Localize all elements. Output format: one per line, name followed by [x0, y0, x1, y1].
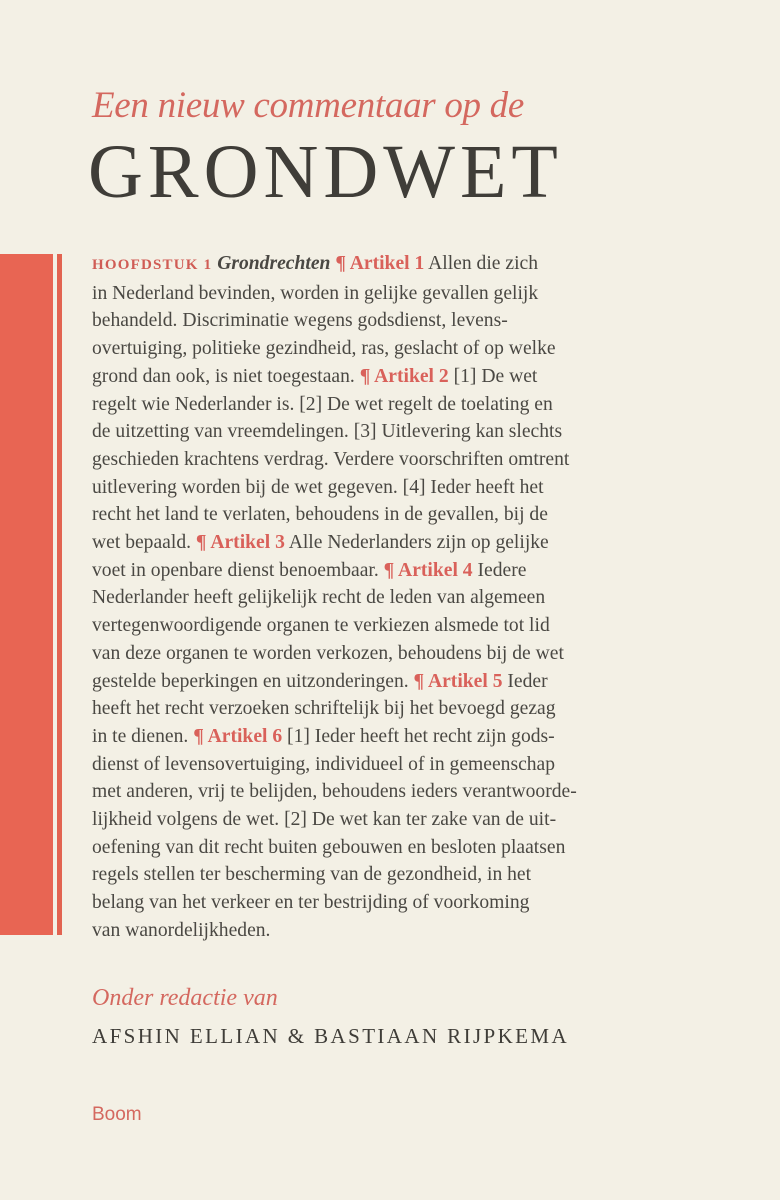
- article-text: van wanordelijkheden.: [92, 919, 271, 941]
- article-text: lijkheid volgens de wet. [2] De wet kan ter zake van de uit-: [92, 809, 557, 831]
- article-text: geschieden krachtens verdrag. Verdere voorschriften omtrent: [92, 448, 570, 470]
- text-line: [92, 806, 652, 834]
- article-text: oefening van dit recht buiten gebouwen en besloten plaatsen: [92, 836, 566, 858]
- article-text: Allen die zich: [424, 253, 539, 274]
- article-text: de uitzetting van vreemdelingen. [3] Uitlevering kan slechts: [92, 421, 563, 443]
- article-marker: ¶ Artikel 4: [383, 559, 473, 581]
- cover-title: GRONDWET: [88, 130, 563, 214]
- article-text: regelt wie Nederlander is. [2] De wet regelt de toelating en: [92, 393, 553, 415]
- editors-names: AFSHIN ELLIAN & BASTIAAN RIJPKEMA: [92, 1024, 570, 1048]
- text-line: [92, 751, 652, 779]
- article-marker: ¶ Artikel 6: [193, 725, 283, 747]
- article-marker: ¶ Artikel 5: [413, 670, 503, 692]
- article-text: [1] Ieder heeft het recht zijn gods-: [282, 725, 555, 747]
- text-line: [92, 474, 652, 502]
- chapter-label: HOOFDSTUK 1: [92, 257, 213, 273]
- publisher-logo: Boom: [92, 1104, 142, 1125]
- editors-label: Onder redactie van: [92, 985, 278, 1011]
- text-line: [92, 668, 652, 696]
- article-text: met anderen, vrij te belijden, behoudens ieders verantwoorde-: [92, 781, 577, 803]
- article-text: grond dan ook, is niet toegestaan.: [92, 365, 360, 387]
- decorative-red-bar: [0, 254, 53, 935]
- text-line: [92, 307, 652, 335]
- text-line: [92, 861, 652, 889]
- text-line: [92, 889, 652, 917]
- text-line: [92, 640, 652, 668]
- text-line: [92, 391, 652, 419]
- article-text: Nederlander heeft gelijkelijk recht de leden van algemeen: [92, 587, 546, 609]
- text-line: [92, 834, 652, 862]
- decorative-red-rule: [57, 254, 62, 935]
- text-line: [92, 917, 652, 945]
- article-marker: ¶ Artikel 3: [195, 532, 285, 554]
- article-text: voet in openbare dienst benoembaar.: [92, 559, 384, 581]
- article-text: Iedere: [472, 559, 527, 581]
- text-line: [92, 529, 652, 557]
- chapter-name: Grondrechten: [217, 253, 331, 274]
- article-text: [1] De wet: [448, 365, 538, 387]
- article-text: overtuiging, politieke gezindheid, ras, geslacht of op welke: [92, 338, 556, 360]
- article-marker: ¶ Artikel 1: [335, 253, 425, 274]
- text-line: [92, 363, 652, 391]
- text-lines: [92, 280, 652, 945]
- text-line: [92, 418, 652, 446]
- article-text: belang van het verkeer en ter bestrijding of voorkoming: [92, 892, 530, 914]
- text-line: [92, 501, 652, 529]
- article-text: gestelde beperkingen en uitzonderingen.: [92, 670, 414, 692]
- article-text: wet bepaald.: [92, 532, 196, 554]
- article-text: Alle Nederlanders zijn op gelijke: [284, 532, 549, 554]
- constitution-text: [92, 250, 652, 945]
- article-marker: ¶ Artikel 2: [359, 365, 449, 387]
- text-line: [92, 612, 652, 640]
- article-text: behandeld. Discriminatie wegens godsdienst, levens-: [92, 310, 508, 332]
- text-line: [92, 778, 652, 806]
- text-line: [92, 250, 652, 280]
- text-line: [92, 335, 652, 363]
- article-text: dienst of levensovertuiging, individueel of in gemeenschap: [92, 753, 556, 775]
- cover-subtitle: Een nieuw commentaar op de: [92, 85, 524, 126]
- article-text: van deze organen te worden verkozen, behoudens bij de wet: [92, 642, 564, 664]
- text-line: [92, 695, 652, 723]
- text-line: [92, 557, 652, 585]
- article-text: recht het land te verlaten, behoudens in de gevallen, bij de: [92, 504, 548, 526]
- text-line: [92, 446, 652, 474]
- text-line: [92, 280, 652, 308]
- article-text: in te dienen.: [92, 725, 194, 747]
- first-line-content: [335, 253, 538, 274]
- article-text: uitlevering worden bij de wet gegeven. [4] Ieder heeft het: [92, 476, 544, 498]
- article-text: in Nederland bevinden, worden in gelijke gevallen gelijk: [92, 282, 539, 304]
- text-line: [92, 723, 652, 751]
- text-line: [92, 584, 652, 612]
- article-text: vertegenwoordigende organen te verkiezen alsmede tot lid: [92, 615, 550, 637]
- article-text: Ieder: [502, 670, 548, 692]
- article-text: heeft het recht verzoeken schriftelijk bij het bevoegd gezag: [92, 698, 556, 720]
- article-text: regels stellen ter bescherming van de gezondheid, in het: [92, 864, 532, 886]
